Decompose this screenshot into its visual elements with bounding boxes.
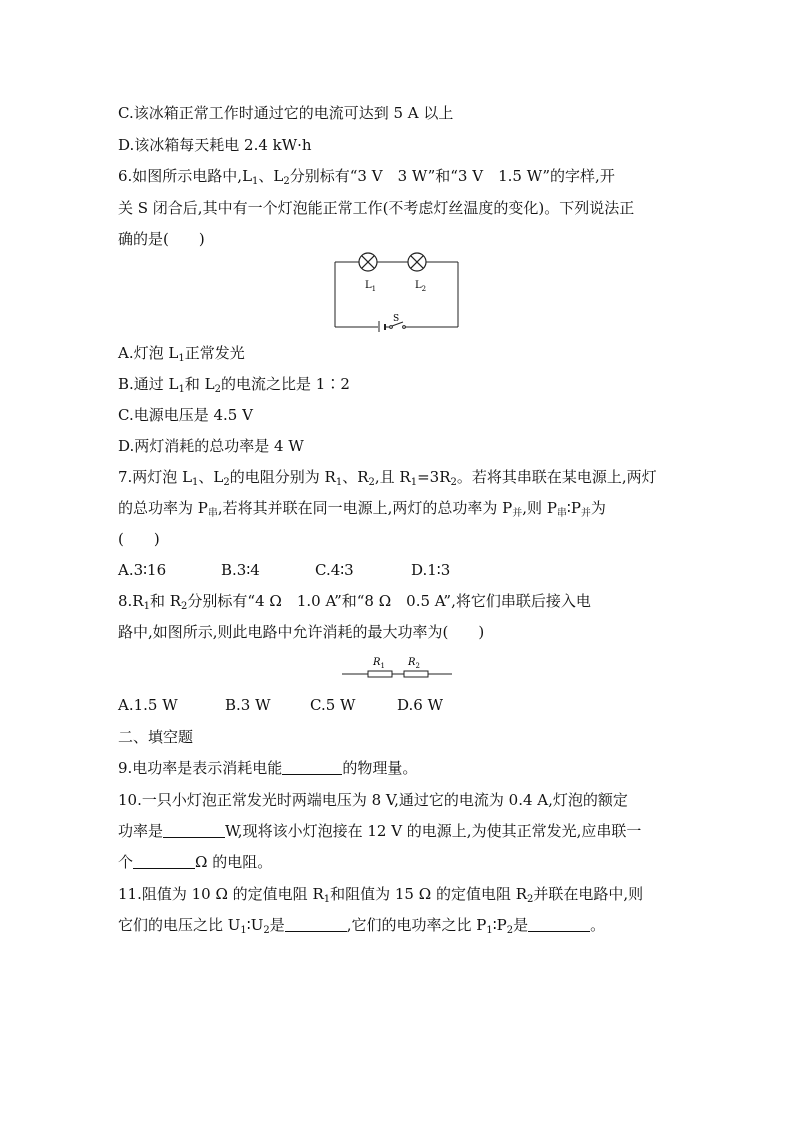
section-heading-fill-in: 二、填空题 <box>118 728 194 746</box>
q8-options <box>118 695 443 715</box>
q6-stem-line-2: 关 S 闭合后,其中有一个灯泡能正常工作(不考虑灯丝温度的变化)。下列说法正 <box>118 199 635 217</box>
q7-option-a: A.3∶16 <box>118 561 167 579</box>
q6-stem-line-1: 6.如图所示电路中$,L_1$、$L_2$分别标有“3 V 3 W”和“3 V 1.5 W”的字样,开 <box>118 167 615 187</box>
q6-option-b: B.通过 $L_1$和 $L_2$的电流之比是 1∶2 <box>118 375 350 395</box>
label-l1: $L_1$ <box>365 280 377 293</box>
q7-option-d: D.1∶3 <box>411 561 451 579</box>
q7-option-c: C.4∶3 <box>315 561 354 579</box>
q7-stem-line-2: 的总功率为 $P_串$,若将其并联在同一电源上,两灯的总功率为 $P_并$,则 $P_串∶P_并$为 <box>118 499 606 519</box>
q8-option-d: D.6 W <box>397 696 443 714</box>
q8-stem-line-1: $8.R_1$和 $R_2$分别标有“4 Ω 1.0 A”和“8 Ω 0.5 A”,将它们串联后接入电 <box>118 592 591 612</box>
q11-line-1: 11.阻值为 10 Ω 的定值电阻 $R_1$和阻值为 15 Ω 的定值电阻 $R_2$并联在电路中,则 <box>118 885 644 905</box>
q6-option-d: D.两灯消耗的总功率是 4 W <box>118 437 304 455</box>
resistor-r1-symbol <box>368 671 392 677</box>
q7-stem-line-3: ( ) <box>118 530 160 548</box>
q6-option-c: C.电源电压是 4.5 V <box>118 406 253 424</box>
q10-answer-blank-1[interactable] <box>163 823 225 838</box>
resistor-r2-symbol <box>404 671 428 677</box>
q8-stem-line-2: 路中,如图所示,则此电路中允许消耗的最大功率为( ) <box>118 623 485 641</box>
lamp-l2-symbol <box>408 253 426 271</box>
label-r1: $R_1$ <box>373 657 385 670</box>
q11-answer-blank-2[interactable] <box>528 917 590 932</box>
q10-answer-blank-2[interactable] <box>133 854 195 869</box>
q11-line-2: 它们的电压之比 $U_1∶U_2$是 ,它们的电功率之比 $P_1∶P_2$是 。 <box>118 916 606 936</box>
q5-option-d: D.该冰箱每天耗电 2.4 kW·h <box>118 136 312 154</box>
q11-answer-blank-1[interactable] <box>285 917 347 932</box>
label-r2: $R_2$ <box>408 657 420 670</box>
q10-line-2: 功率是 W,现将该小灯泡接在 12 V 的电源上,为使其正常发光,应串联一 <box>118 822 642 840</box>
q10-line-1: 10.一只小灯泡正常发光时两端电压为 8 V,通过它的电流为 0.4 A,灯泡的额定 <box>118 791 628 809</box>
label-l2: $L_2$ <box>415 280 427 293</box>
q5-option-c: C.该冰箱正常工作时通过它的电流可达到 5 A 以上 <box>118 104 454 122</box>
q6-stem-line-3: 确的是( ) <box>118 230 205 248</box>
q10-line-3: 个 Ω 的电阻。 <box>118 853 273 871</box>
q9-answer-blank[interactable] <box>282 760 342 775</box>
q7-options <box>118 560 450 580</box>
q9-line: 9.电功率是表示消耗电能 的物理量。 <box>118 759 418 777</box>
lamp-l1-symbol <box>359 253 377 271</box>
q6-option-a: A.灯泡 $L_1$正常发光 <box>118 344 245 364</box>
battery-symbol <box>379 321 385 332</box>
q8-option-a: A.1.5 W <box>118 696 178 714</box>
q8-resistor-diagram <box>340 653 454 681</box>
q7-option-b: B.3∶4 <box>221 561 260 579</box>
q7-stem-line-1: 7.两灯泡 $L_1$、$L_2$的电阻分别为 $R_1$、$R_2$,且 $R_1=3R_2$。若将其串联在某电源上,两灯 <box>118 468 657 488</box>
q6-circuit-diagram <box>330 252 462 332</box>
q8-option-b: B.3 W <box>225 696 271 714</box>
label-s: S <box>393 314 400 324</box>
q8-option-c: C.5 W <box>310 696 356 714</box>
